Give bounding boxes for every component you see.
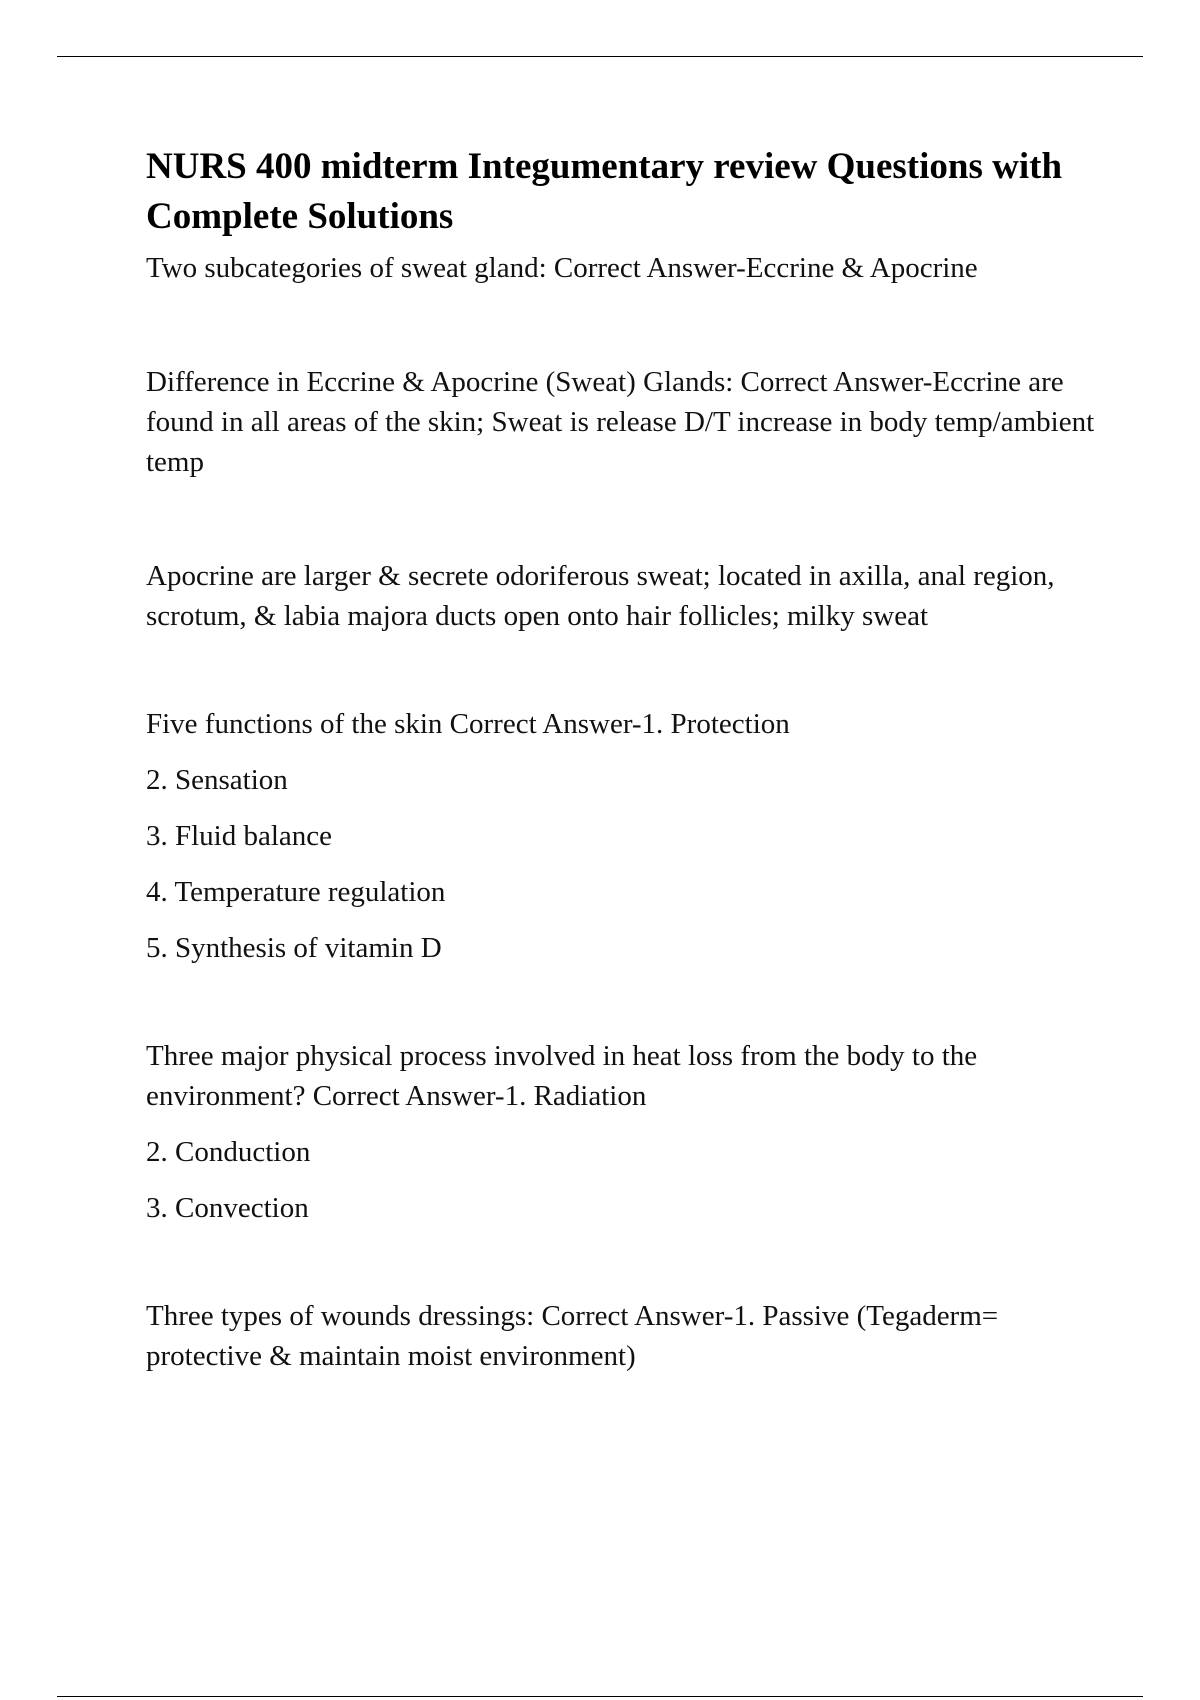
list-item: 5. Synthesis of vitamin D: [146, 932, 442, 964]
list-item: 3. Fluid balance: [146, 820, 333, 852]
footer-rule: [57, 1696, 1143, 1697]
answer-apocrine-description: Apocrine are larger & secrete odoriferous sweat; located in axilla, anal region, scrotum, & labia majora ducts open onto hair follicles; milky sweat: [146, 560, 1055, 632]
list-item: 3. Convection: [146, 1192, 309, 1224]
list-item: 4. Temperature regulation: [146, 876, 446, 908]
question-sweat-gland-subcategories: Two subcategories of sweat gland: Correct Answer-Eccrine & Apocrine: [146, 252, 978, 284]
document-body: [146, 142, 1106, 1376]
question-heat-loss-processes: Three major physical process involved in heat loss from the body to the environment? Correct Answer-1. Radiation: [146, 1040, 978, 1112]
document-title: NURS 400 midterm Integumentary review Questions with Complete Solutions: [146, 146, 1063, 237]
question-eccrine-apocrine-difference: Difference in Eccrine & Apocrine (Sweat) Glands: Correct Answer-Eccrine are found in all areas of the skin; Sweat is release D/T increase in body temp/ambient temp: [146, 366, 1095, 478]
question-skin-functions: Five functions of the skin Correct Answer-1. Protection: [146, 708, 790, 740]
list-item: 2. Conduction: [146, 1136, 311, 1168]
question-wound-dressings: Three types of wounds dressings: Correct Answer-1. Passive (Tegaderm= protective & maintain moist environment): [146, 1300, 999, 1372]
list-item: 2. Sensation: [146, 764, 288, 796]
header-rule: [57, 56, 1143, 57]
